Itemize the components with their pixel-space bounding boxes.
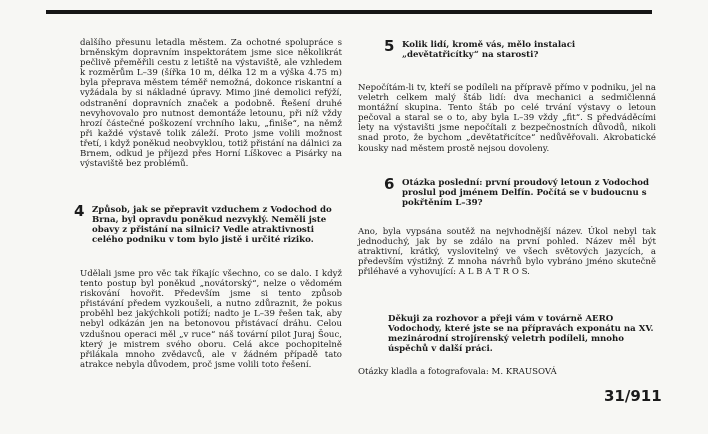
credit-line-wrap (358, 367, 656, 377)
paragraph-continuation: dalšího přesunu letadla městem. Za ochotné spolupráce s brněnským dopravním inspektorátem jsme sice několikrát pečlivě přeměřili cestu z letiště na výstaviště, ale vzhledem k rozměrům L–39 (šířka 10 m, délka 12 m a výška 4.75 m) byla přeprava městem téměř nemožná, dokonce riskantní a vyžádala by si nákladné úpravy. Mimo jiné demolici refýží, odstranění dopravních značek a podobně. Řešení druhé nevyhovovalo pro nutnost demontáže letounu, při níž vždy hrozí částečné poškození vrchního laku, „finiše“, na němž při každé výstavě tolik záleží. Proto jsme volili možnost třetí, i když poněkud neobvyklou, totiž přistání na dálnici za Brnem, odkud je příjezd přes Horní Líškovec a Pisárky na výstaviště bez problémů. (80, 38, 342, 170)
answer-6-paragraph: Ano, byla vypsána soutěž na nejvhodnější název. Úkol nebyl tak jednoduchý, jak by se zdálo na první pohled. Název měl být atraktivní, krátký, vyslovitelný ve všech světových jazycích, a především výstižný. Z mnoha návrhů bylo vybráno jméno skutečně přiléhavé a vyhovující: A L B A T R O S. (358, 227, 656, 278)
closing-statement: Děkuji za rozhovor a přeji vám v továrně AERO Vodochody, které jste se na přípravách exponátu na XV. mezinárodní strojírenský veletrh podíleli, mnoho úspěchů v další práci. (388, 314, 654, 355)
question-5-text: Kolik lidí, kromě vás, mělo instalaci „devětatřicítky“ na starosti? (402, 40, 576, 61)
question-6-text: Otázka poslední: první proudový letoun z Vodochod proslul pod jménem Delfín. Počítá se v budoucnu s pokřtěním L–39? (402, 178, 650, 209)
question-number-5: 5 (384, 37, 395, 55)
top-rule (46, 10, 652, 14)
right-column-middle (358, 227, 656, 277)
credit-line: Otázky kladla a fotografovala: M. KRAUSOVÁ (358, 367, 557, 377)
answer-4-paragraph: Udělali jsme pro věc tak říkajíc všechno, co se dalo. I když tento postup byl poněkud „novátorský“, nelze o vědomém riskování hovořit. Především jsme si tento způsob přistávání předem vyzkoušeli, a nutno zdůraznit, že pokus proběhl bez jakýchkoli potíží; nadto je L–39 řešen tak, aby nebyl odkázán jen na betonovou přistávací dráhu. Celou vzdušnou operaci měl „v ruce“ náš tovární pilot Juraj Šouc, který je mistrem svého oboru. Celá akce pochopitelně přilákala mnoho zvědavců, ale v žádném případě tato atrakce nebyla důvodem, proč jsme volili toto řešení. (80, 269, 342, 370)
page-number: 31/911 (604, 387, 662, 405)
left-column-top (80, 38, 342, 169)
question-number-4: 4 (74, 202, 85, 220)
left-column-bottom (80, 269, 342, 370)
question-number-6: 6 (384, 175, 395, 193)
question-4-text: Způsob, jak se přepravit vzduchem z Vodochod do Brna, byl opravdu poněkud nezvyklý. Neměli jste obavy z přistání na silnici? Vedle atraktivnosti celého podniku v tom bylo jistě i určité riziko. (92, 205, 332, 246)
answer-5-paragraph: Nepočítám-li tv, kteří se podíleli na přípravě přímo v podniku, jel na veletrh celkem malý štáb lidí: dva mechanici a sedmičlenná montážní skupina. Tento štáb po celé trvání výstavy o letoun pečoval a staral se o to, aby byla L–39 vždy „fit“. S předváděcími lety na výstavišti jsme nepočítali z bezpečnostních důvodů, nikoli snad proto, že bychom „devětatřicítce“ nedůvěřovali. Akrobatické kousky nad městem prostě nejsou dovoleny. (358, 83, 656, 154)
right-column-top (358, 83, 656, 154)
